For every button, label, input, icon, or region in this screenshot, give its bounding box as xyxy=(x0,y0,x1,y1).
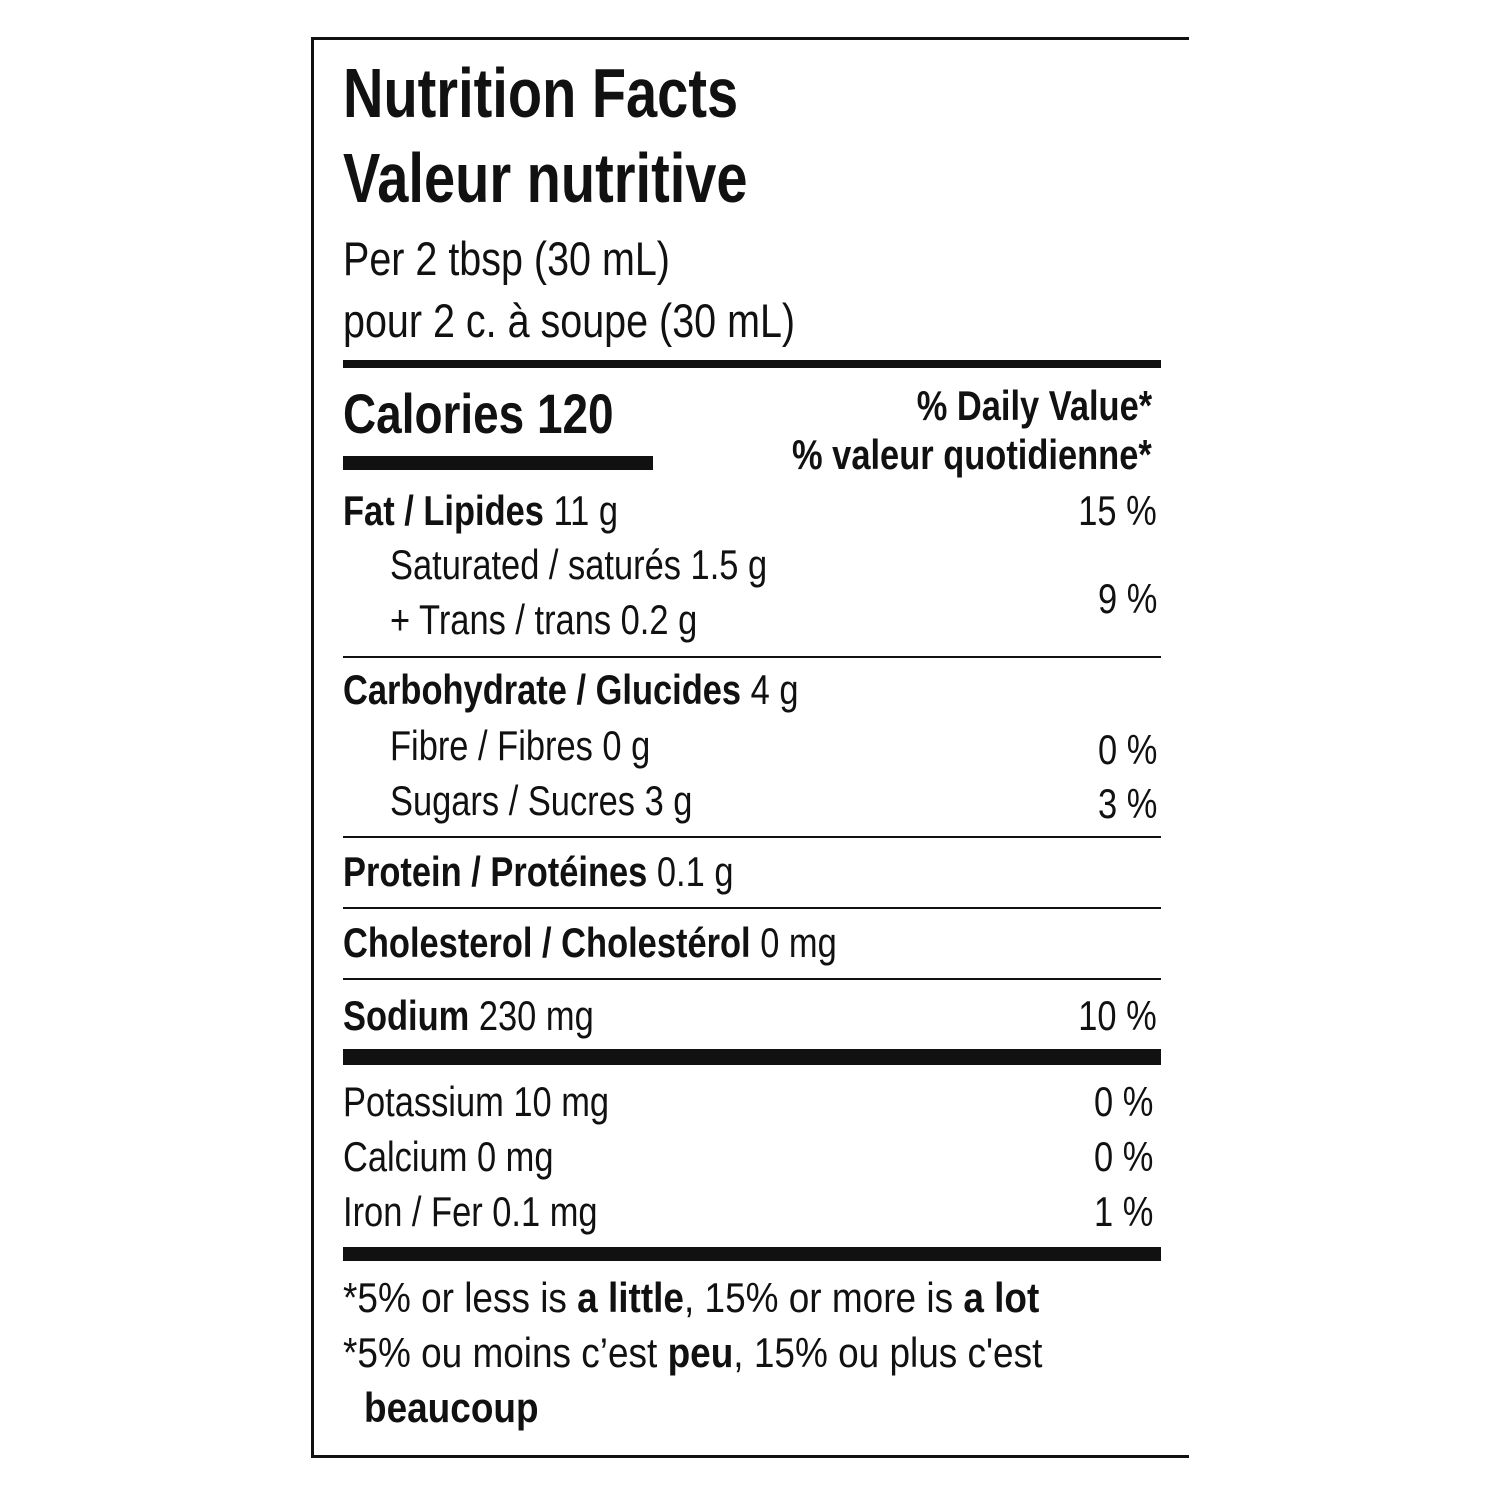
iron-row: Iron / Fer 0.1 mg xyxy=(343,1188,598,1235)
footnote-en-little: a little xyxy=(577,1274,684,1321)
carbohydrate-label: Carbohydrate / Glucides xyxy=(343,666,742,713)
thick-rule-top xyxy=(343,360,1161,368)
calories-label: Calories xyxy=(343,382,525,445)
thick-rule-before-footnote xyxy=(343,1247,1161,1261)
fibre-dv: 0 % xyxy=(1097,726,1157,773)
serving-size-french: pour 2 c. à soupe (30 mL) xyxy=(343,294,796,347)
footnote-fr-mid: , 15% ou plus c'est xyxy=(733,1329,1043,1376)
potassium-dv: 0 % xyxy=(1093,1078,1153,1125)
sugars-dv: 3 % xyxy=(1097,780,1157,827)
footnote-french-beaucoup: beaucoup xyxy=(364,1384,539,1431)
sodium-row xyxy=(343,992,649,1039)
saturated-trans-dv: 9 % xyxy=(1097,575,1157,622)
sugars-row: Sugars / Sucres 3 g xyxy=(390,777,693,824)
footnote-en-lot: a lot xyxy=(963,1274,1040,1321)
saturated-row: Saturated / saturés 1.5 g xyxy=(390,541,768,588)
rule-after-carbohydrate xyxy=(343,836,1161,838)
carbohydrate-row xyxy=(343,666,899,713)
footnote-en-prefix: *5% or less is xyxy=(343,1274,578,1321)
label-border-top xyxy=(311,37,1189,40)
fat-row xyxy=(343,487,678,534)
cholesterol-amount: 0 mg xyxy=(760,919,837,966)
rule-after-protein xyxy=(343,907,1161,909)
fibre-row: Fibre / Fibres 0 g xyxy=(390,722,651,769)
trans-row: + Trans / trans 0.2 g xyxy=(390,596,698,643)
fat-dv: 15 % xyxy=(1078,487,1157,534)
rule-after-fat xyxy=(343,656,1161,658)
title-french: Valeur nutritive xyxy=(343,139,748,217)
calories-value: 120 xyxy=(536,382,614,445)
potassium-row: Potassium 10 mg xyxy=(343,1078,610,1125)
calcium-row: Calcium 0 mg xyxy=(343,1133,554,1180)
iron-dv: 1 % xyxy=(1093,1188,1153,1235)
title-english: Nutrition Facts xyxy=(343,54,739,132)
sodium-amount: 230 mg xyxy=(478,992,594,1039)
calories-rule xyxy=(343,456,653,470)
footnote-fr-peu: peu xyxy=(667,1329,734,1376)
footnote-en-mid: , 15% or more is xyxy=(683,1274,964,1321)
calcium-dv: 0 % xyxy=(1093,1133,1153,1180)
cholesterol-row xyxy=(343,919,945,966)
carbohydrate-amount: 4 g xyxy=(750,666,799,713)
label-border-bottom xyxy=(311,1455,1189,1458)
calories xyxy=(343,382,673,445)
serving-size-english: Per 2 tbsp (30 mL) xyxy=(343,232,670,285)
sodium-dv: 10 % xyxy=(1078,992,1157,1039)
protein-amount: 0.1 g xyxy=(656,848,734,895)
label-border-left xyxy=(311,37,314,1458)
footnote-fr-prefix: *5% ou moins c’est xyxy=(343,1329,668,1376)
footnote-french xyxy=(343,1329,1138,1376)
rule-after-cholesterol xyxy=(343,978,1161,980)
thick-rule-after-sodium xyxy=(343,1049,1161,1065)
daily-value-header-english: % Daily Value* xyxy=(916,382,1152,429)
footnote-english xyxy=(343,1274,1134,1321)
daily-value-header-french: % valeur quotidienne* xyxy=(792,431,1152,478)
fat-amount: 11 g xyxy=(553,487,618,534)
sodium-label: Sodium xyxy=(343,992,470,1039)
cholesterol-label: Cholesterol / Cholestérol xyxy=(343,919,751,966)
protein-row xyxy=(343,848,819,895)
fat-label: Fat / Lipides xyxy=(343,487,544,534)
protein-label: Protein / Protéines xyxy=(343,848,648,895)
